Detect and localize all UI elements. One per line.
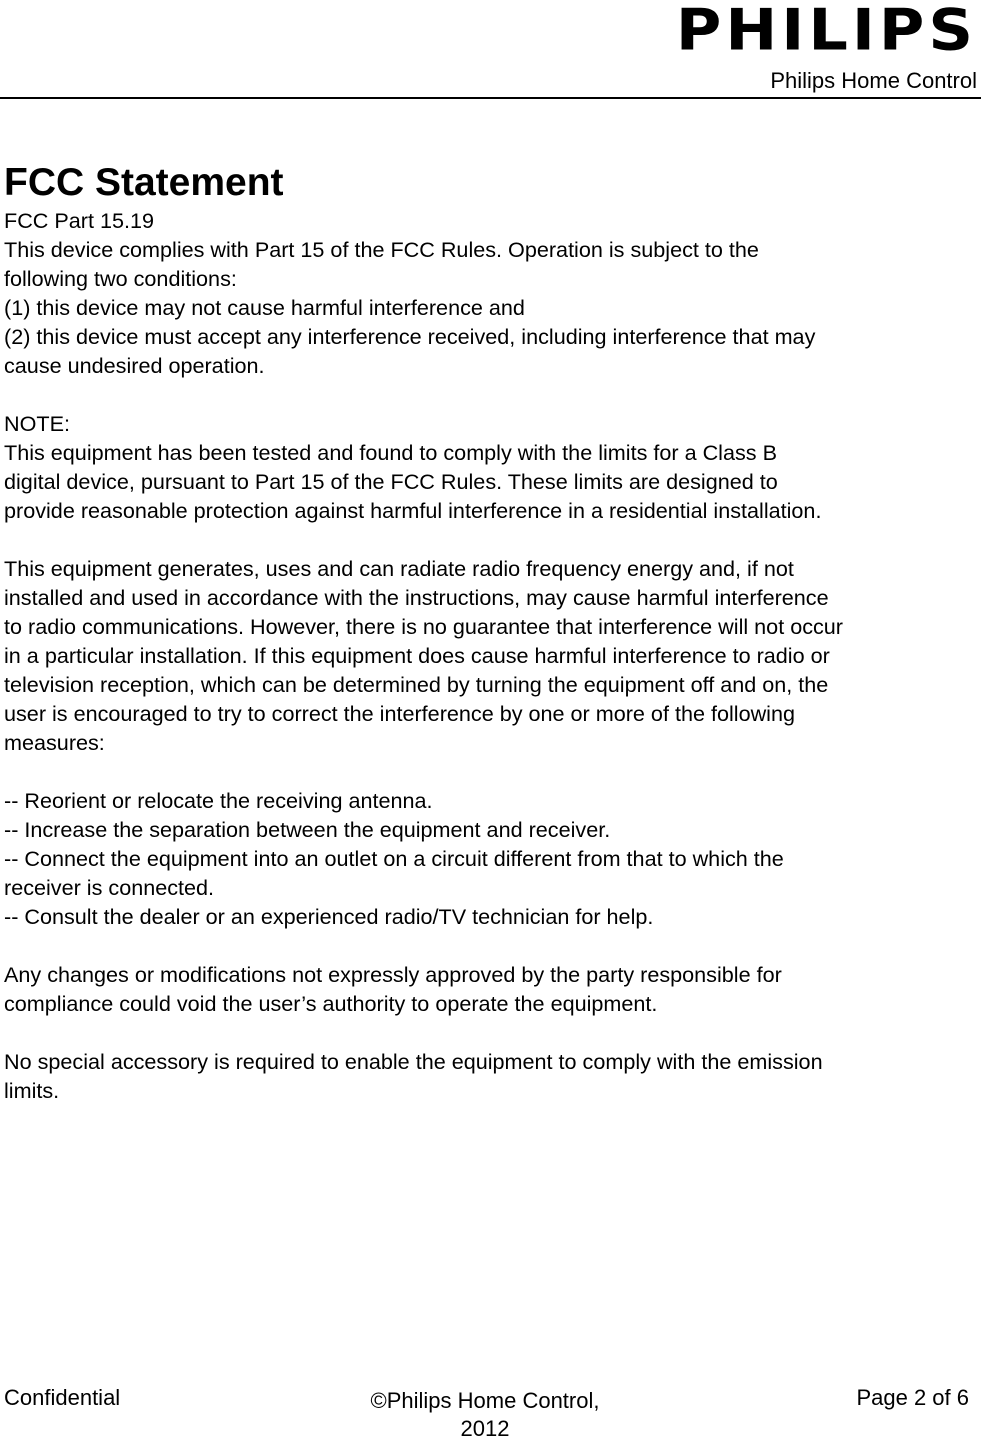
footer-confidential: Confidential <box>4 1385 121 1410</box>
footer-page-number: Page 2 of 6 <box>856 1385 969 1410</box>
generates-line-2: installed and used in accordance with the instructions, may cause harmful interference <box>4 585 829 610</box>
note-line-3: provide reasonable protection against harmful interference in a residential installation. <box>4 498 822 523</box>
measure-3-line-2: receiver is connected. <box>4 875 215 900</box>
measure-1: -- Reorient or relocate the receiving antenna. <box>4 788 433 813</box>
page-title: FCC Statement <box>4 161 284 204</box>
paragraph-gap <box>4 380 979 409</box>
accessory-line-1: No special accessory is required to enable the equipment to comply with the emission <box>4 1049 823 1074</box>
measure-3-line-1: -- Connect the equipment into an outlet on a circuit different from that to which the <box>4 846 784 871</box>
generates-line-4: in a particular installation. If this equipment does cause harmful interference to radio or <box>4 643 830 668</box>
intro-line-2: following two conditions: <box>4 266 237 291</box>
condition-1: (1) this device may not cause harmful interference and <box>4 295 525 320</box>
header-subtitle: Philips Home Control <box>770 68 977 93</box>
footer-copyright-line-1: ©Philips Home Control, <box>370 1388 600 1413</box>
accessory-line-2: limits. <box>4 1078 60 1103</box>
header-divider <box>0 97 981 99</box>
paragraph-gap <box>4 757 979 786</box>
fcc-part: FCC Part 15.19 <box>4 208 155 233</box>
paragraph-gap <box>4 1018 979 1047</box>
philips-logo: PHILIPS <box>675 0 977 64</box>
footer-copyright-line-2: 2012 <box>460 1416 510 1441</box>
generates-line-1: This equipment generates, uses and can radiate radio frequency energy and, if not <box>4 556 794 581</box>
condition-2-line-2: cause undesired operation. <box>4 353 265 378</box>
measure-4: -- Consult the dealer or an experienced radio/TV technician for help. <box>4 904 654 929</box>
document-body <box>4 160 979 1105</box>
measure-2: -- Increase the separation between the equipment and receiver. <box>4 817 611 842</box>
changes-line-1: Any changes or modifications not expressly approved by the party responsible for <box>4 962 782 987</box>
note-line-1: This equipment has been tested and found to comply with the limits for a Class B <box>4 440 777 465</box>
note-label: NOTE: <box>4 411 70 436</box>
footer-copyright <box>330 1387 640 1443</box>
page-header <box>0 0 981 100</box>
intro-line-1: This device complies with Part 15 of the FCC Rules. Operation is subject to the <box>4 237 759 262</box>
paragraph-gap <box>4 931 979 960</box>
paragraph-gap <box>4 525 979 554</box>
generates-line-5: television reception, which can be determined by turning the equipment off and on, the <box>4 672 829 697</box>
changes-line-2: compliance could void the user’s authority to operate the equipment. <box>4 991 658 1016</box>
generates-line-3: to radio communications. However, there is no guarantee that interference will not occur <box>4 614 843 639</box>
note-line-2: digital device, pursuant to Part 15 of the FCC Rules. These limits are designed to <box>4 469 778 494</box>
condition-2-line-1: (2) this device must accept any interference received, including interference that may <box>4 324 816 349</box>
generates-line-6: user is encouraged to try to correct the interference by one or more of the following <box>4 701 795 726</box>
generates-line-7: measures: <box>4 730 105 755</box>
